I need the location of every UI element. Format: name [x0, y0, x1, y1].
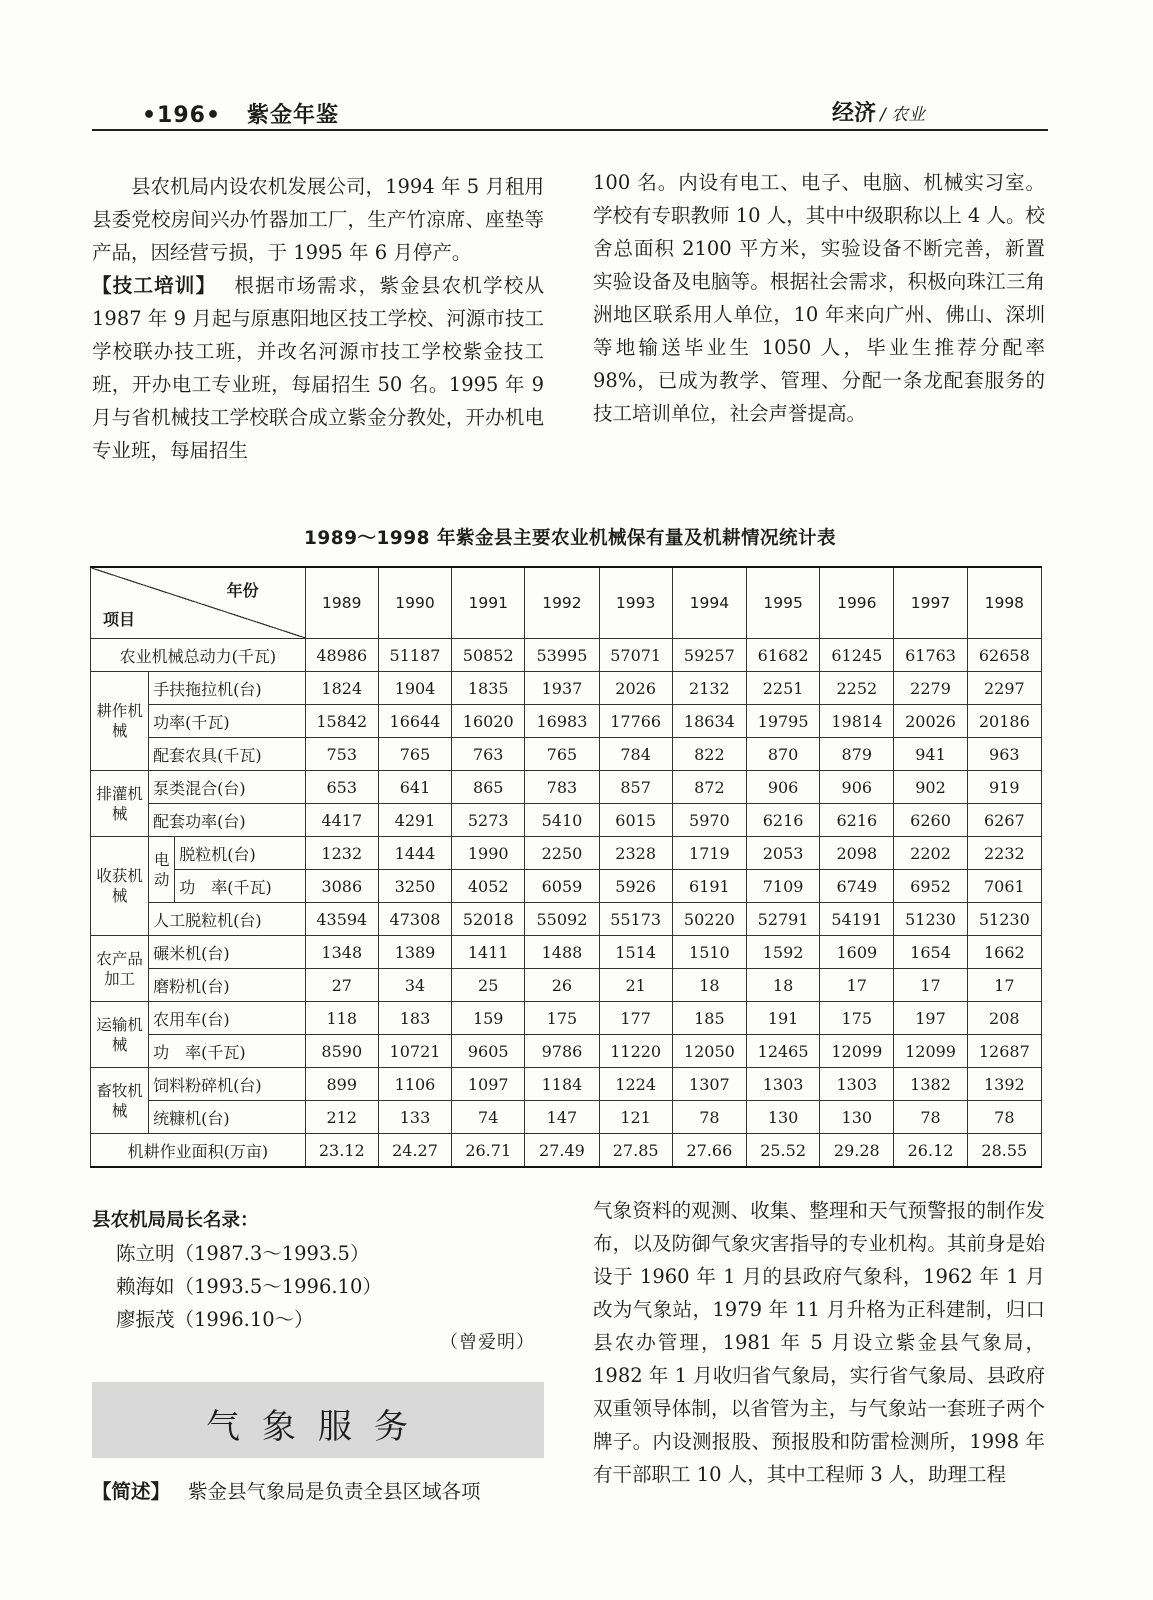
table-cell: 55173	[599, 903, 672, 936]
table-cell: 183	[378, 1002, 451, 1035]
table-cell: 2279	[894, 672, 967, 705]
table-cell: 27.49	[525, 1134, 599, 1168]
table-cell: 1824	[305, 672, 378, 705]
corner-item-label: 项目	[103, 610, 136, 629]
director-entry: 廖振茂（1996.10～）	[116, 1308, 314, 1331]
table-corner-cell	[91, 567, 306, 639]
table-cell: 26.71	[452, 1134, 525, 1168]
table-row	[91, 936, 1042, 969]
row-label: 农业机械总动力(千瓦)	[91, 639, 306, 672]
table-cell: 50852	[452, 639, 525, 672]
group-label-livestock: 畜牧机械	[91, 1068, 149, 1134]
table-cell: 2026	[599, 672, 672, 705]
table-cell: 2251	[746, 672, 819, 705]
table-cell: 1609	[820, 936, 894, 969]
table-cell: 4052	[452, 870, 525, 903]
table-cell: 1392	[967, 1068, 1041, 1101]
table-cell: 121	[599, 1101, 672, 1134]
row-label: 配套农具(千瓦)	[149, 738, 306, 771]
table-cell: 26	[525, 969, 599, 1002]
table-cell: 8590	[305, 1035, 378, 1068]
table-cell: 29.28	[820, 1134, 894, 1168]
table-cell: 1488	[525, 936, 599, 969]
table-cell: 10721	[378, 1035, 451, 1068]
table-cell: 51187	[378, 639, 451, 672]
table-cell: 61763	[894, 639, 967, 672]
row-label: 人工脱粒机(台)	[149, 903, 306, 936]
table-cell: 1184	[525, 1068, 599, 1101]
table-cell: 906	[820, 771, 894, 804]
table-cell: 130	[746, 1101, 819, 1134]
year-header: 1992	[525, 567, 599, 639]
table-cell: 1654	[894, 936, 967, 969]
director-entry: 赖海如（1993.5～1996.10）	[116, 1275, 382, 1298]
group-label-transport: 运输机械	[91, 1002, 149, 1068]
table-cell: 872	[672, 771, 746, 804]
table-cell: 133	[378, 1101, 451, 1134]
table-row	[91, 771, 1042, 804]
table-row	[91, 969, 1042, 1002]
table-cell: 18634	[672, 705, 746, 738]
table-cell: 19814	[820, 705, 894, 738]
row-label: 机耕作业面积(万亩)	[91, 1134, 306, 1168]
row-label: 磨粉机(台)	[149, 969, 306, 1002]
table-row	[91, 870, 1042, 903]
row-label: 饲料粉碎机(台)	[149, 1068, 306, 1101]
table-row	[91, 639, 1042, 672]
row-label: 功 率(千瓦)	[149, 1035, 306, 1068]
table-row	[91, 1101, 1042, 1134]
table-cell: 7109	[746, 870, 819, 903]
table-cell: 18	[746, 969, 819, 1002]
table-cell: 62658	[967, 639, 1041, 672]
table-cell: 21	[599, 969, 672, 1002]
table-cell: 23.12	[305, 1134, 378, 1168]
year-header: 1991	[452, 567, 525, 639]
table-caption: 1989～1998 年紫金县主要农业机械保有量及机耕情况统计表	[304, 528, 836, 549]
table-cell: 11220	[599, 1035, 672, 1068]
weather-tag: 【简述】	[92, 1480, 171, 1503]
table-cell: 17	[820, 969, 894, 1002]
directors-title: 县农机局局长名录：	[92, 1210, 259, 1231]
table-cell: 906	[746, 771, 819, 804]
section-name: 经济	[832, 101, 877, 126]
table-cell: 26.12	[894, 1134, 967, 1168]
machinery-stats-table	[90, 566, 1042, 1168]
year-header: 1996	[820, 567, 894, 639]
table-cell: 197	[894, 1002, 967, 1035]
table-row	[91, 705, 1042, 738]
table-cell: 208	[967, 1002, 1041, 1035]
header-rule	[92, 129, 1048, 131]
table-cell: 9605	[452, 1035, 525, 1068]
table-cell: 1097	[452, 1068, 525, 1101]
table-cell: 1990	[452, 837, 525, 870]
table-cell: 4417	[305, 804, 378, 837]
table-cell: 1444	[378, 837, 451, 870]
subsection-name: / 农业	[880, 105, 926, 125]
table-header-row	[91, 567, 1042, 639]
year-header: 1993	[599, 567, 672, 639]
table-cell: 78	[894, 1101, 967, 1134]
table-cell: 6059	[525, 870, 599, 903]
year-header: 1994	[672, 567, 746, 639]
table-cell: 5970	[672, 804, 746, 837]
table-cell: 653	[305, 771, 378, 804]
table-cell: 6952	[894, 870, 967, 903]
table-cell: 52018	[452, 903, 525, 936]
table-cell: 17	[967, 969, 1041, 1002]
table-cell: 4291	[378, 804, 451, 837]
table-cell: 1835	[452, 672, 525, 705]
table-row	[91, 903, 1042, 936]
table-cell: 1106	[378, 1068, 451, 1101]
table-cell: 641	[378, 771, 451, 804]
table-cell: 919	[967, 771, 1041, 804]
table-row	[91, 804, 1042, 837]
table-cell: 1662	[967, 936, 1041, 969]
table-cell: 175	[820, 1002, 894, 1035]
table-cell: 25	[452, 969, 525, 1002]
weather-text-part1: 紫金县气象局是负责全县区域各项	[188, 1480, 481, 1503]
year-header: 1997	[894, 567, 967, 639]
table-cell: 191	[746, 1002, 819, 1035]
table-cell: 50220	[672, 903, 746, 936]
table-cell: 763	[452, 738, 525, 771]
table-cell: 941	[894, 738, 967, 771]
table-cell: 177	[599, 1002, 672, 1035]
section-title: 气象服务	[206, 1407, 430, 1447]
weather-text-column	[593, 1194, 1045, 1491]
table-cell: 902	[894, 771, 967, 804]
table-cell: 27.66	[672, 1134, 746, 1168]
table-cell: 15842	[305, 705, 378, 738]
group-label-tillage: 耕作机械	[91, 672, 149, 771]
table-cell: 1514	[599, 936, 672, 969]
table-cell: 54191	[820, 903, 894, 936]
training-tag: 【技工培训】	[92, 274, 217, 297]
table-cell: 55092	[525, 903, 599, 936]
table-cell: 1389	[378, 936, 451, 969]
table-cell: 2252	[820, 672, 894, 705]
table-cell: 34	[378, 969, 451, 1002]
table-cell: 78	[672, 1101, 746, 1134]
table-cell: 159	[452, 1002, 525, 1035]
table-cell: 53995	[525, 639, 599, 672]
table-cell: 1510	[672, 936, 746, 969]
row-label: 功率(千瓦)	[149, 705, 306, 738]
page-header-left	[142, 98, 339, 129]
row-label: 配套功率(台)	[149, 804, 306, 837]
table-cell: 1224	[599, 1068, 672, 1101]
table-cell: 212	[305, 1101, 378, 1134]
table-cell: 1348	[305, 936, 378, 969]
table-cell: 52791	[746, 903, 819, 936]
corner-year-label: 年份	[226, 581, 259, 600]
table-cell: 24.27	[378, 1134, 451, 1168]
director-entry: 陈立明（1987.3～1993.5）	[116, 1242, 370, 1265]
group-label-drainage: 排灌机械	[91, 771, 149, 837]
table-row	[91, 1134, 1042, 1168]
table-cell: 1232	[305, 837, 378, 870]
author-credit: （曾爱明）	[440, 1332, 535, 1353]
table-cell: 2132	[672, 672, 746, 705]
book-title: 紫金年鉴	[247, 103, 340, 128]
table-cell: 175	[525, 1002, 599, 1035]
table-cell: 1307	[672, 1068, 746, 1101]
table-cell: 147	[525, 1101, 599, 1134]
table-cell: 2250	[525, 837, 599, 870]
table-row	[91, 837, 1042, 870]
table-cell: 3086	[305, 870, 378, 903]
section-title-box	[92, 1382, 544, 1458]
intro-paragraph: 县农机局内设农机发展公司，1994 年 5 月租用县委党校房间兴办竹器加工厂，生产竹凉席、座垫等产品，因经营亏损，于 1995 年 6 月停产。	[92, 175, 544, 264]
table-cell: 6749	[820, 870, 894, 903]
table-cell: 61245	[820, 639, 894, 672]
table-cell: 27.85	[599, 1134, 672, 1168]
table-cell: 51230	[894, 903, 967, 936]
table-cell: 59257	[672, 639, 746, 672]
table-cell: 57071	[599, 639, 672, 672]
year-header: 1989	[305, 567, 378, 639]
table-cell: 7061	[967, 870, 1041, 903]
table-cell: 1303	[746, 1068, 819, 1101]
page-header-right	[832, 96, 925, 127]
table-cell: 3250	[378, 870, 451, 903]
table-cell: 6260	[894, 804, 967, 837]
text-column-right	[593, 166, 1045, 430]
table-cell: 765	[525, 738, 599, 771]
table-row	[91, 1002, 1042, 1035]
table-cell: 6267	[967, 804, 1041, 837]
table-cell: 25.52	[746, 1134, 819, 1168]
row-label: 农用车(台)	[149, 1002, 306, 1035]
row-label: 脱粒机(台)	[175, 837, 305, 870]
table-cell: 19795	[746, 705, 819, 738]
year-header: 1998	[967, 567, 1041, 639]
table-cell: 74	[452, 1101, 525, 1134]
table-cell: 27	[305, 969, 378, 1002]
training-text-part1: 根据市场需求，紫金县农机学校从 1987 年 9 月起与原惠阳地区技工学校、河源市技工学校联办技工班，并改名河源市技工学校紫金技工班，开办电工专业班，每届招生 50 名。1995 年 9 月与省机械技工学校联合成立紫金分教处，开办机电专业班，每届招生	[92, 274, 544, 462]
table-cell: 879	[820, 738, 894, 771]
directors-list	[116, 1237, 382, 1336]
table-cell: 12099	[894, 1035, 967, 1068]
text-column-left	[92, 170, 544, 467]
table-cell: 2053	[746, 837, 819, 870]
table-cell: 1937	[525, 672, 599, 705]
table-cell: 1303	[820, 1068, 894, 1101]
table-cell: 2297	[967, 672, 1041, 705]
row-label: 功 率(千瓦)	[175, 870, 305, 903]
weather-text-part2: 气象资料的观测、收集、整理和天气预警报的制作发布，以及防御气象灾害指导的专业机构。其前身是始设于 1960 年 1 月的县政府气象科，1962 年 1 月改为气象站，1979 年 11 月升格为正科建制，归口县农办管理，1981 年 5 月设立紫金县气象局，1982 年 1 月收归省气象局，实行省气象局、县政府双重领导体制，以省管为主，与气象站一套班子两个牌子。内设测报股、预报股和防雷检测所，1998 年有干部职工 10 人，其中工程师 3 人，助理工程	[593, 1199, 1045, 1486]
table-cell: 963	[967, 738, 1041, 771]
table-cell: 783	[525, 771, 599, 804]
table-cell: 6191	[672, 870, 746, 903]
table-cell: 18	[672, 969, 746, 1002]
training-paragraph	[92, 269, 544, 467]
table-cell: 43594	[305, 903, 378, 936]
table-cell: 1904	[378, 672, 451, 705]
table-cell: 20186	[967, 705, 1041, 738]
table-cell: 16983	[525, 705, 599, 738]
table-cell: 784	[599, 738, 672, 771]
table-cell: 78	[967, 1101, 1041, 1134]
table-cell: 822	[672, 738, 746, 771]
table-cell: 12050	[672, 1035, 746, 1068]
table-cell: 5273	[452, 804, 525, 837]
table-cell: 857	[599, 771, 672, 804]
table-cell: 48986	[305, 639, 378, 672]
row-label: 统糠机(台)	[149, 1101, 306, 1134]
table-cell: 17766	[599, 705, 672, 738]
row-label: 碾米机(台)	[149, 936, 306, 969]
table-cell: 753	[305, 738, 378, 771]
subgroup-label-electric: 电动	[149, 837, 175, 903]
table-cell: 2328	[599, 837, 672, 870]
table-cell: 61682	[746, 639, 819, 672]
page-number: •196•	[142, 103, 222, 128]
training-text-part2: 100 名。内设有电工、电子、电脑、机械实习室。学校有专职教师 10 人，其中中级职称以上 4 人。校舍总面积 2100 平方米，实验设备不断完善，新置实验设备及电脑等。根据社会需求，积极向珠江三角洲地区联系用人单位，10 年来向广州、佛山、深圳等地输送毕业生 1050 人，毕业生推荐分配率 98%，已成为教学、管理、分配一条龙配套服务的技工培训单位，社会声誉提高。	[593, 171, 1046, 425]
table-cell: 1382	[894, 1068, 967, 1101]
table-cell: 16644	[378, 705, 451, 738]
table-cell: 12099	[820, 1035, 894, 1068]
table-row	[91, 1035, 1042, 1068]
table-cell: 1411	[452, 936, 525, 969]
table-cell: 2098	[820, 837, 894, 870]
group-label-harvest: 收获机械	[91, 837, 149, 936]
table-cell: 51230	[967, 903, 1041, 936]
table-cell: 28.55	[967, 1134, 1041, 1168]
table-cell: 6015	[599, 804, 672, 837]
row-label: 泵类混合(台)	[149, 771, 306, 804]
table-cell: 17	[894, 969, 967, 1002]
table-cell: 1592	[746, 936, 819, 969]
table-cell: 1719	[672, 837, 746, 870]
table-row	[91, 1068, 1042, 1101]
table-cell: 9786	[525, 1035, 599, 1068]
table-cell: 765	[378, 738, 451, 771]
group-label-processing: 农产品加工	[91, 936, 149, 1002]
table-cell: 865	[452, 771, 525, 804]
table-cell: 20026	[894, 705, 967, 738]
table-cell: 870	[746, 738, 819, 771]
table-cell: 899	[305, 1068, 378, 1101]
table-cell: 47308	[378, 903, 451, 936]
table-cell: 2202	[894, 837, 967, 870]
row-label: 手扶拖拉机(台)	[149, 672, 306, 705]
year-header: 1995	[746, 567, 819, 639]
table-row	[91, 672, 1042, 705]
weather-brief-start	[92, 1475, 552, 1508]
table-cell: 6216	[820, 804, 894, 837]
table-cell: 12465	[746, 1035, 819, 1068]
year-header: 1990	[378, 567, 451, 639]
table-cell: 130	[820, 1101, 894, 1134]
table-cell: 5410	[525, 804, 599, 837]
table-cell: 185	[672, 1002, 746, 1035]
table-cell: 16020	[452, 705, 525, 738]
table-cell: 5926	[599, 870, 672, 903]
table-cell: 2232	[967, 837, 1041, 870]
table-cell: 118	[305, 1002, 378, 1035]
table-row	[91, 738, 1042, 771]
table-cell: 12687	[967, 1035, 1041, 1068]
table-cell: 6216	[746, 804, 819, 837]
